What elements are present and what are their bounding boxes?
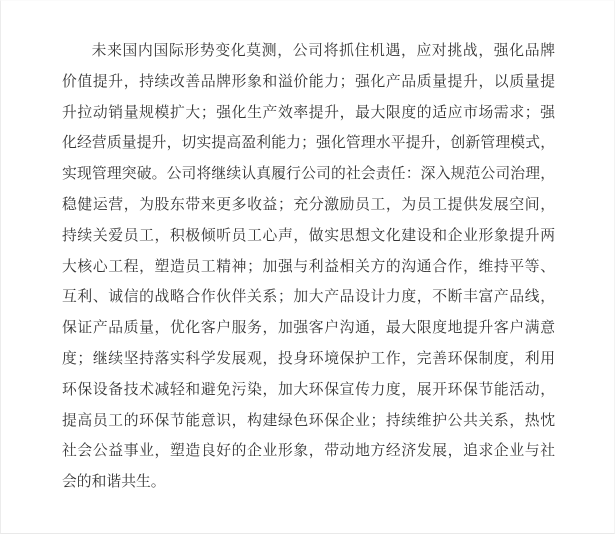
text-line: 升拉动销量规模扩大；强化生产效率提升，最大限度的适应市场需求；强	[62, 104, 555, 121]
text-line: 化经营质量提升，切实提高盈利能力；强化管理水平提升，创新管理模式，	[62, 135, 555, 152]
text-line: 会的和谐共生。	[62, 474, 166, 491]
text-line: 度；继续坚持落实科学发展观，投身环境保护工作，完善环保制度，利用	[62, 350, 555, 367]
text-line: 互利、诚信的战略合作伙伴关系；加大产品设计力度，不断丰富产品线，	[62, 289, 555, 306]
text-line: 持续关爱员工，积极倾听员工心声，做实思想文化建设和企业形象提升两	[62, 227, 555, 244]
paragraph	[62, 36, 555, 498]
text-line: 实现管理突破。公司将继续认真履行公司的社会责任：深入规范公司治理，	[62, 166, 555, 183]
text-line: 社会公益事业，塑造良好的企业形象，带动地方经济发展，追求企业与社	[62, 443, 555, 460]
text-line: 大核心工程，塑造员工精神；加强与利益相关方的沟通合作，维持平等、	[62, 258, 555, 275]
text-line: 环保设备技术减轻和避免污染，加大环保宣传力度，展开环保节能活动，	[62, 381, 555, 398]
text-line: 价值提升，持续改善品牌形象和溢价能力；强化产品质量提升，以质量提	[62, 73, 555, 90]
text-line: 提高员工的环保节能意识，构建绿色环保企业；持续维护公共关系，热忱	[62, 412, 555, 429]
text-line: 未来国内国际形势变化莫测，公司将抓住机遇，应对挑战，强化品牌	[91, 43, 555, 59]
text-line: 保证产品质量，优化客户服务，加强客户沟通，最大限度地提升客户满意	[62, 320, 555, 337]
text-line: 稳健运营，为股东带来更多收益；充分激励员工，为员工提供发展空间，	[62, 196, 555, 213]
